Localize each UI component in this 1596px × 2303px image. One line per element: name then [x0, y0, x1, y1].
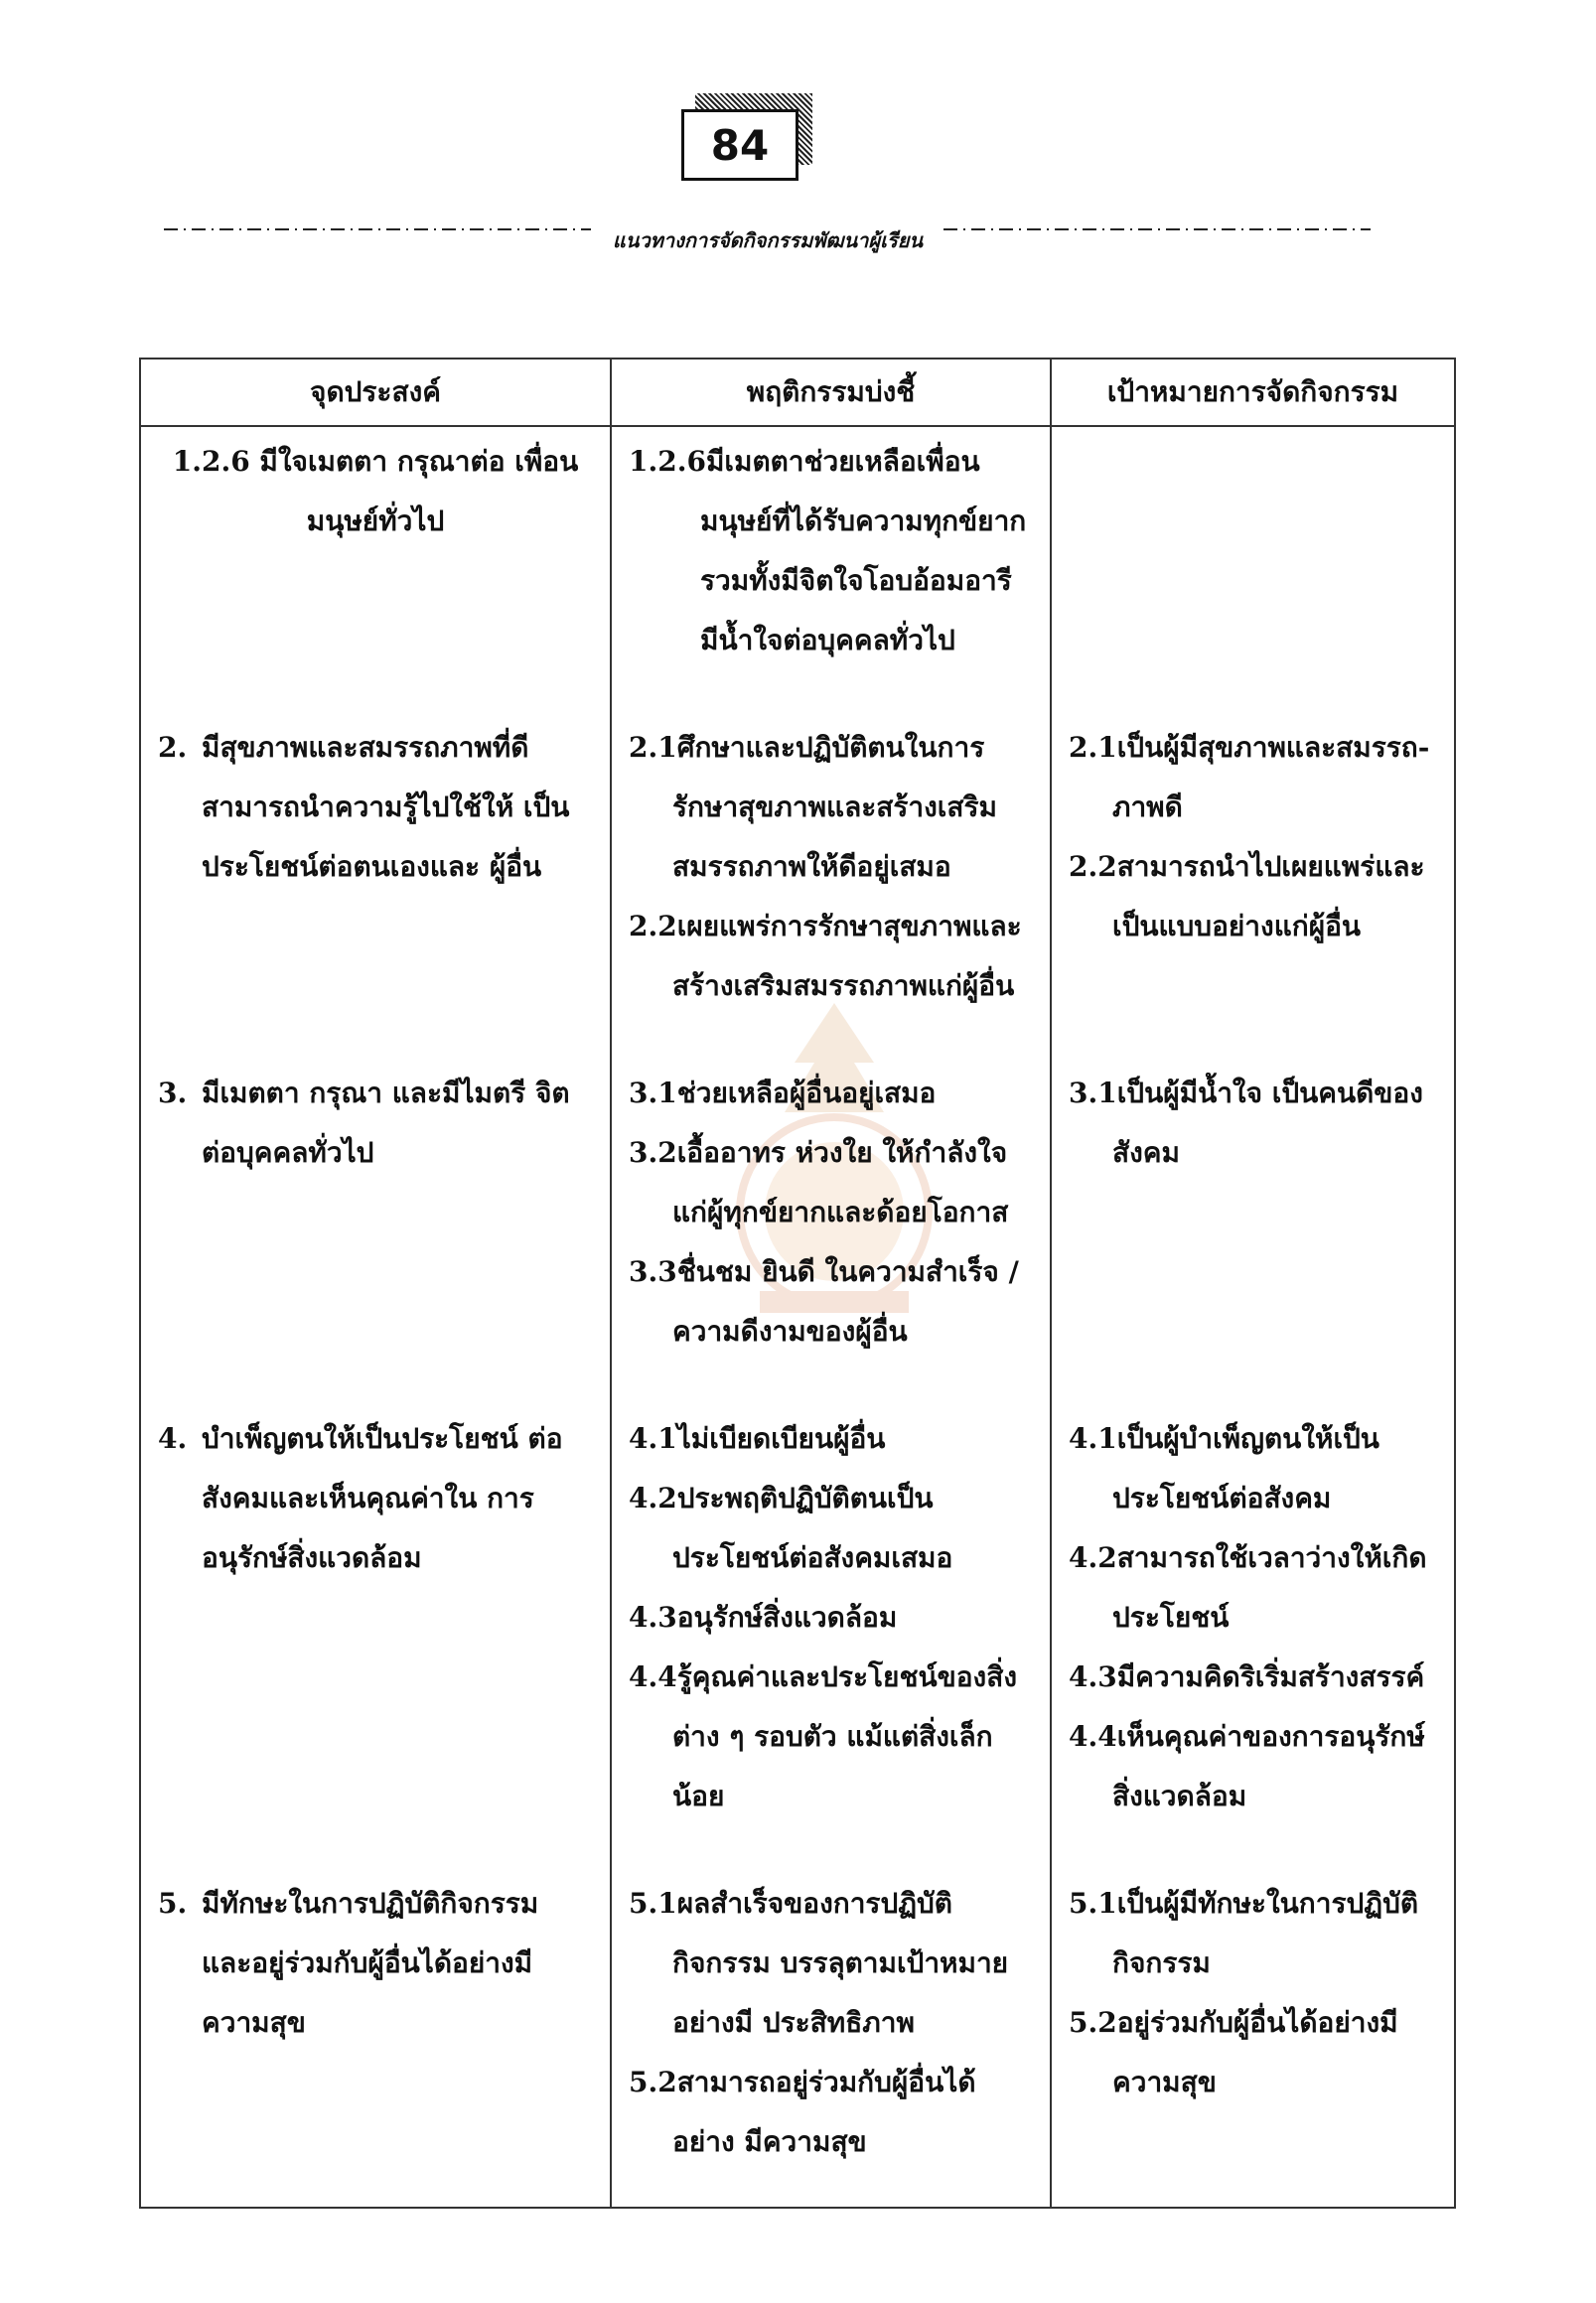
item-text: ไม่เบียดเบียนผู้อื่น	[676, 1422, 886, 1455]
item-number: 4.1	[1069, 1422, 1117, 1455]
header-rule-left	[164, 228, 591, 230]
list-item	[629, 432, 1033, 670]
table-row	[140, 426, 1455, 705]
header-rule-right	[943, 228, 1371, 230]
item-number: 2.2	[1069, 850, 1117, 883]
item-number: 4.4	[1069, 1720, 1117, 1753]
list-item	[629, 1409, 1033, 1469]
item-number: 2.1	[629, 731, 677, 764]
item-text: เป็นผู้บำเพ็ญตนให้เป็น ประโยชน์ต่อสังคม	[1112, 1422, 1379, 1514]
list-item	[629, 1242, 1033, 1362]
goals-cell	[1051, 1396, 1455, 1861]
indicators-cell	[611, 1051, 1051, 1396]
item-text: ช่วยเหลือผู้อื่นอยู่เสมอ	[676, 1077, 937, 1109]
list-item	[629, 1064, 1033, 1123]
item-number: 4.2	[629, 1482, 677, 1514]
item-text: เป็นผู้มีสุขภาพและสมรรถ- ภาพดี	[1112, 731, 1430, 823]
item-number: 4.1	[629, 1422, 677, 1455]
item-number: 2.1	[1069, 731, 1117, 764]
goals-cell	[1051, 426, 1455, 705]
item-text: เป็นผู้มีทักษะในการปฏิบัติ กิจกรรม	[1112, 1887, 1419, 1979]
indicators-cell	[611, 705, 1051, 1051]
item-text: ผลสำเร็จของการปฏิบัติกิจกรรม บรรลุตามเป้าหมายอย่างมี ประสิทธิภาพ	[672, 1887, 1009, 2039]
item-text: เผยแพร่การรักษาสุขภาพและ สร้างเสริมสมรรถภาพแก่ผู้อื่น	[672, 910, 1022, 1002]
objective-cell	[140, 1861, 611, 2208]
list-item	[1069, 718, 1437, 837]
list-item	[1069, 1993, 1437, 2112]
list-item	[1069, 1409, 1437, 1528]
objectives-table	[139, 358, 1456, 2209]
indicators-cell	[611, 426, 1051, 705]
indicators-cell	[611, 1861, 1051, 2208]
goals-cell	[1051, 705, 1455, 1051]
list-item	[1069, 1648, 1437, 1707]
item-number: 3.	[158, 1077, 188, 1109]
item-number: 2.	[158, 731, 188, 764]
objective-cell	[140, 426, 611, 705]
list-item	[629, 1123, 1033, 1242]
table-header-row	[140, 359, 1455, 426]
item-text: มีทักษะในการปฏิบัติกิจกรรม และอยู่ร่วมกับผู้อื่นได้อย่างมี ความสุข	[202, 1887, 539, 2039]
item-text: อนุรักษ์สิ่งแวดล้อม	[676, 1601, 898, 1634]
list-item	[158, 718, 593, 897]
item-text: สามารถใช้เวลาว่างให้เกิด ประโยชน์	[1112, 1541, 1427, 1634]
item-text: มีเมตตา กรุณา และมีไมตรี จิตต่อบุคคลทั่วไป	[202, 1077, 570, 1169]
table-row	[140, 1051, 1455, 1396]
item-text: เป็นผู้มีน้ำใจ เป็นคนดีของ สังคม	[1112, 1077, 1423, 1169]
list-item	[1069, 1064, 1437, 1183]
item-text: เอื้ออาทร ห่วงใย ให้กำลังใจ แก่ผู้ทุกข์ยากและด้อยโอกาส	[672, 1136, 1009, 1228]
item-number: 4.4	[629, 1660, 677, 1693]
list-item	[629, 1648, 1033, 1826]
item-text: ประพฤติปฏิบัติตนเป็น ประโยชน์ต่อสังคมเสมอ	[672, 1482, 953, 1574]
item-number: 5.2	[1069, 2006, 1117, 2039]
list-item	[629, 718, 1033, 897]
list-item	[1069, 1874, 1437, 1993]
page-number: 84	[681, 109, 798, 181]
list-item	[629, 1588, 1033, 1648]
item-number: 5.1	[1069, 1887, 1117, 1920]
item-number: 4.2	[1069, 1541, 1117, 1574]
item-text: ศึกษาและปฏิบัติตนในการ รักษาสุขภาพและสร้างเสริม สมรรถภาพให้ดีอยู่เสมอ	[672, 731, 997, 883]
item-number: 5.1	[629, 1887, 677, 1920]
list-item	[158, 1409, 593, 1588]
item-text: มีความคิดริเริ่มสร้างสรรค์	[1116, 1660, 1425, 1693]
list-item	[158, 432, 593, 551]
item-text: สามารถอยู่ร่วมกับผู้อื่นได้อย่าง มีความสุข	[672, 2066, 976, 2158]
header-title: แนวทางการจัดกิจกรรมพัฒนาผู้เรียน	[612, 228, 924, 252]
list-item	[629, 897, 1033, 1016]
list-item	[1069, 837, 1437, 956]
item-text: มีเมตตาช่วยเหลือเพื่อน มนุษย์ที่ได้รับความทุกข์ยาก รวมทั้งมีจิตใจโอบอ้อมอารี มีน้ำใจต่อบุคคลทั่วไป	[700, 445, 1027, 656]
objective-cell	[140, 1051, 611, 1396]
item-text: รู้คุณค่าและประโยชน์ของสิ่ง ต่าง ๆ รอบตัว แม้แต่สิ่งเล็กน้อย	[672, 1660, 1017, 1812]
header-indicators: พฤติกรรมบ่งชี้	[611, 359, 1051, 426]
item-number: 1.2.6	[629, 445, 706, 478]
item-number: 3.1	[1069, 1077, 1117, 1109]
item-text: สามารถนำไปเผยแพร่และ เป็นแบบอย่างแก่ผู้อื่น	[1112, 850, 1425, 942]
item-text: 1.2.6 มีใจเมตตา กรุณาต่อ เพื่อนมนุษย์ทั่วไป	[172, 445, 579, 537]
item-text: มีสุขภาพและสมรรถภาพที่ดี สามารถนำความรู้ไปใช้ให้ เป็นประโยชน์ต่อตนเองและ ผู้อื่น	[202, 731, 570, 883]
item-number: 3.3	[629, 1255, 677, 1288]
item-number: 5.2	[629, 2066, 677, 2098]
table-row	[140, 1861, 1455, 2208]
goals-cell	[1051, 1861, 1455, 2208]
objective-cell	[140, 1396, 611, 1861]
item-number: 4.3	[1069, 1660, 1117, 1693]
item-text: ชื่นชม ยินดี ในความสำเร็จ / ความดีงามของผู้อื่น	[672, 1255, 1019, 1348]
list-item	[1069, 1528, 1437, 1648]
header-objective: จุดประสงค์	[140, 359, 611, 426]
item-number: 4.	[158, 1422, 188, 1455]
table-row	[140, 705, 1455, 1051]
header-goals: เป้าหมายการจัดกิจกรรม	[1051, 359, 1455, 426]
item-text: บำเพ็ญตนให้เป็นประโยชน์ ต่อสังคมและเห็นคุณค่าใน การอนุรักษ์สิ่งแวดล้อม	[202, 1422, 563, 1574]
goals-cell	[1051, 1051, 1455, 1396]
list-item	[629, 1469, 1033, 1588]
objective-cell	[140, 705, 611, 1051]
item-number: 3.2	[629, 1136, 677, 1169]
indicators-cell	[611, 1396, 1051, 1861]
list-item	[158, 1874, 593, 2053]
item-number: 5.	[158, 1887, 188, 1920]
list-item	[629, 2053, 1033, 2172]
item-number: 4.3	[629, 1601, 677, 1634]
item-text: อยู่ร่วมกับผู้อื่นได้อย่างมี ความสุข	[1112, 2006, 1398, 2098]
list-item	[158, 1064, 593, 1183]
item-text: เห็นคุณค่าของการอนุรักษ์ สิ่งแวดล้อม	[1112, 1720, 1425, 1812]
item-number: 2.2	[629, 910, 677, 942]
list-item	[1069, 1707, 1437, 1826]
table-row	[140, 1396, 1455, 1861]
list-item	[629, 1874, 1033, 2053]
item-number: 3.1	[629, 1077, 677, 1109]
